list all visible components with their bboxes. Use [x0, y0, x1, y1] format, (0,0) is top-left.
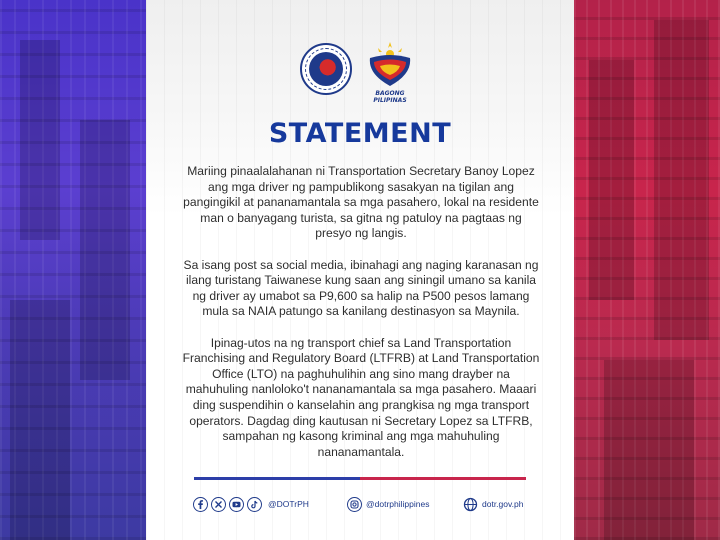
tiktok-icon[interactable]: [247, 497, 262, 512]
statement-body: [181, 164, 541, 476]
paragraph-1: Mariing pinaalalahanan ni Transportation Secretary Banoy Lopez ang mga driver ng pampublikong sasakyan na tigilan ang pangingikil at pananamantala sa mga pasahero, lokal na residente man o banyagang turista, sa gitna ng patuloy na pagtaas ng presyo ng langis.: [183, 164, 539, 241]
paragraph-2: Sa isang post sa social media, ibinahagi ang naging karanasan ng ilang turistang Taiwanese kung saan ang siningil umano sa kanila ng driver ay umabot sa P9,600 sa halip na P500 pesos lamang mula sa NAIA patungo sa kanilang destinasyon sa Maynila.: [183, 257, 539, 319]
bagong-pilipinas-emblem-icon: [360, 40, 420, 90]
instagram-handle[interactable]: @dotrphilippines: [366, 499, 430, 509]
dotr-seal-logo: [300, 43, 352, 95]
statement-card: [146, 0, 574, 540]
bagong-pilipinas-label: BAGONG PILIPINAS: [373, 90, 407, 104]
x-icon[interactable]: [211, 497, 226, 512]
facebook-icon[interactable]: [193, 497, 208, 512]
globe-icon: [463, 497, 478, 512]
paragraph-3: Ipinag-utos na ng transport chief sa Land Transportation Franchising and Regulatory Board (LTFRB) at Land Transportation Office (LTO) na paghuhulihin ang sino mang drayber na mahuhuling nanloloko't nananamantala sa mga pasahero. Maaari ding suspendihin o kanselahin ang prangkisa ng mga transport operators. Dagdag ding kautusan ni Secretary Lopez sa LTFRB, sampahan ng kasong kriminal ang mga mahuhuling nananamantala.: [182, 335, 540, 459]
page-title: STATEMENT: [268, 118, 452, 149]
bagong-pilipinas-logo: [360, 40, 420, 102]
youtube-icon[interactable]: [229, 497, 244, 512]
instagram-icon[interactable]: [347, 497, 362, 512]
right-background-panel: [574, 0, 720, 540]
left-background-panel: [0, 0, 146, 540]
logo-row: [146, 40, 574, 102]
footer: [146, 497, 574, 515]
social-handle[interactable]: @DOTrPH: [268, 499, 309, 509]
divider: [194, 477, 526, 480]
website-link[interactable]: dotr.gov.ph: [482, 499, 524, 509]
